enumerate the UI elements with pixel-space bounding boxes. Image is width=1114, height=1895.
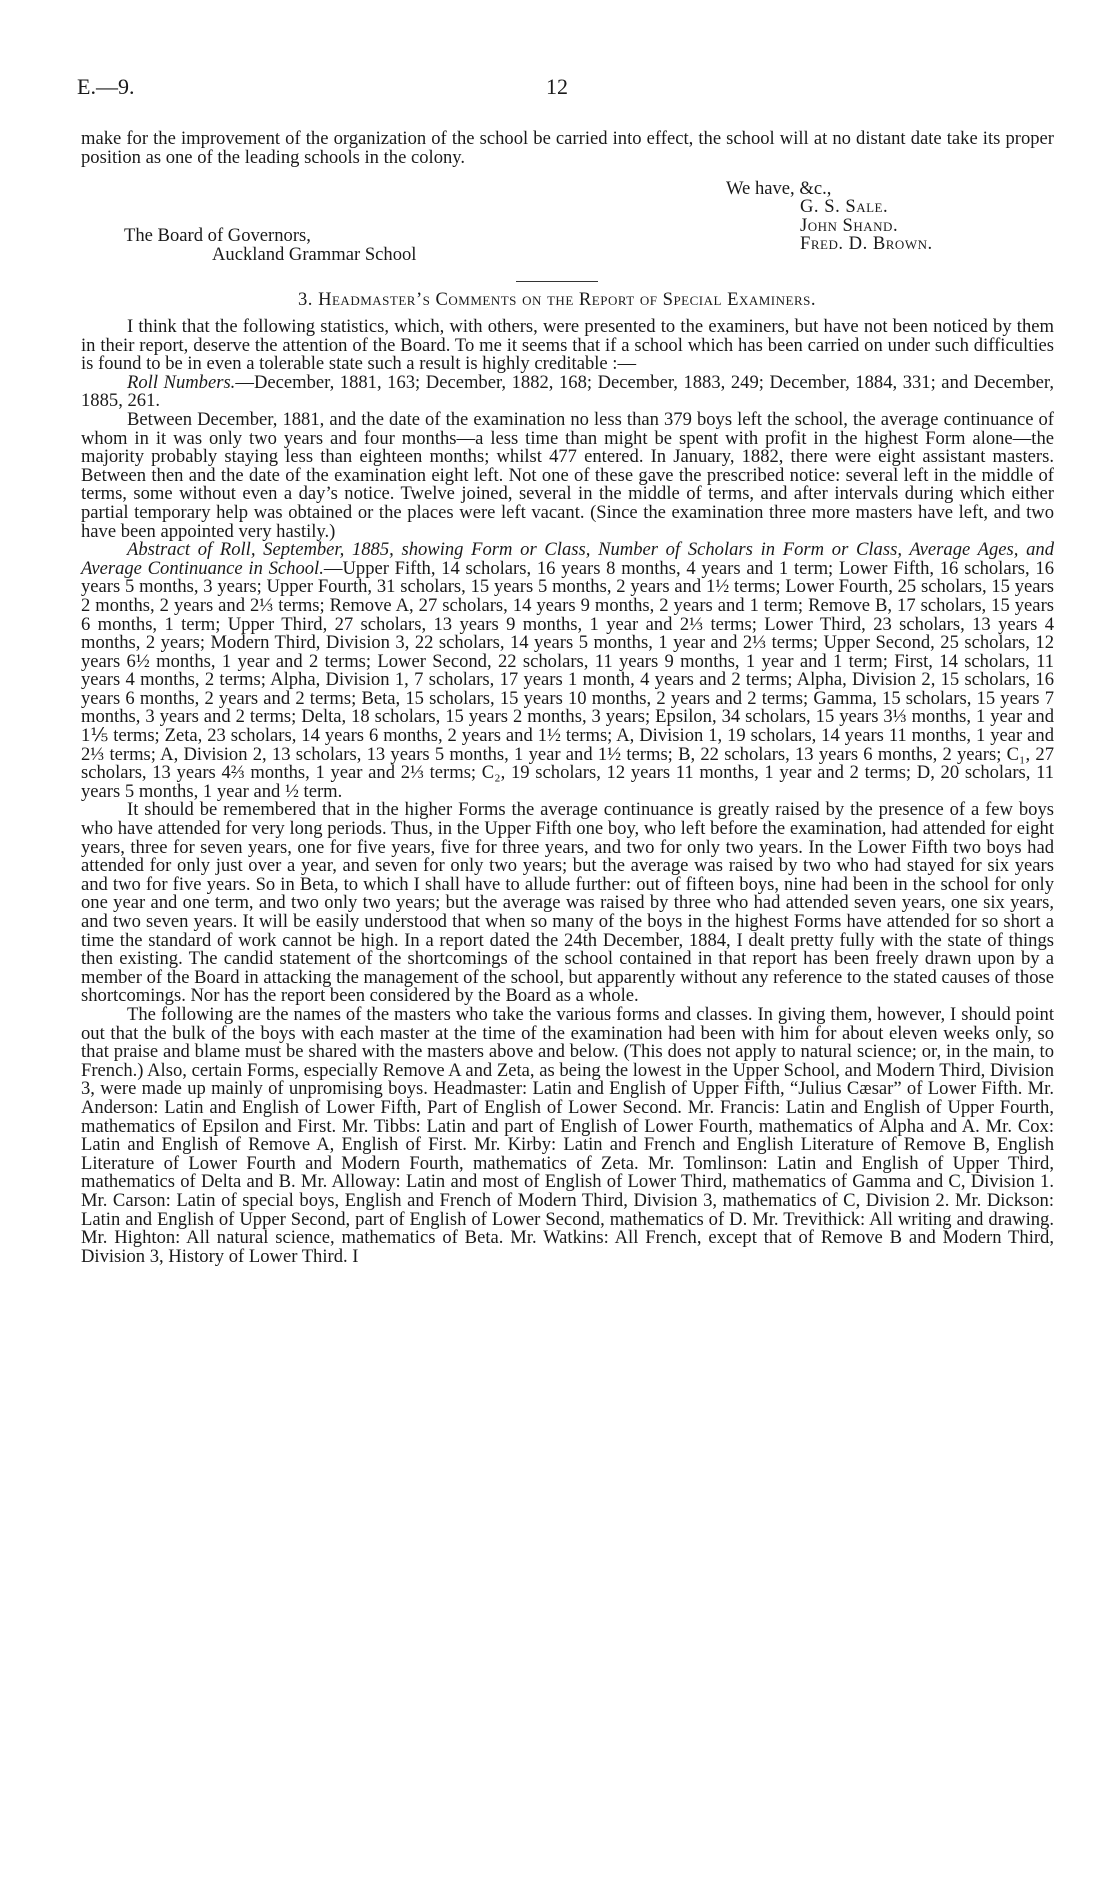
addressee [124, 226, 416, 264]
signatory-name: John Shand. [800, 214, 899, 236]
section-divider [516, 281, 598, 282]
abstract-label: Abstract of Roll, September, 1885, showing Form or Class, Number of Scholars in Form or Class, Average Ages, and Average Continuance in School. [81, 539, 1054, 579]
paragraph-departures: Between December, 1881, and the date of the examination no less than 379 boys left the school, the average continuance of whom in it was only two years and four months—a less time than might be spent with profit in the highest Form alone—the majority probably staying less than eighteen months; whilst 477 entered. In January, 1882, there were eight assistant masters. Between then and the date of the examination eight left. Not one of these gave the prescribed notice: several left in the middle of terms, some without even a day’s notice. Twelve joined, several in the middle of terms, and after intervals during which either partial temporary help was obtained or the places were left vacant. (Since the examination three more masters have left, and two have been appointed very hastily.) [81, 408, 1054, 542]
document-reference: E.—9. [77, 74, 135, 99]
signatory-name: Fred. D. Brown. [800, 233, 933, 255]
we-have-line: We have, &c., [726, 178, 832, 199]
paragraph-statistics-intro: I think that the following statistics, which, with others, were presented to the examiners, but have not been noticed by them in their report, deserve the attention of the Board. To me it seems that if a school which has been carried on under such difficulties is found to be in even a tolerable state such a result is highly creditable :— [81, 316, 1054, 375]
paragraph-masters: The following are the names of the masters who take the various forms and classes. In giving them, however, I should point out that the bulk of the boys with each master at the time of the examination had been with him for about eleven weeks only, so that praise and blame must be shared with the masters above and below. (This does not apply to natural science; or, in the main, to French.) Also, certain Forms, especially Remove A and Zeta, as being the lowest in the Upper School, and Modern Third, Division 3, were made up mainly of unpromising boys. Headmaster: Latin and English of Upper Fifth, “Julius Cæsar” of Lower Fifth. Mr. Anderson: Latin and English of Lower Fifth, Part of English of Lower Second. Mr. Francis: Latin and English of Upper Fourth, mathematics of Epsilon and First. Mr. Tibbs: Latin and part of English of Lower Fourth, mathematics of Alpha and A. Mr. Cox: Latin and English of Remove A, English of First. Mr. Kirby: Latin and French and English Literature of Remove B, English Literature of Lower Fourth and Modern Fourth, mathematics of Zeta. Mr. Tomlinson: Latin and English of Upper Third, mathematics of Delta and B. Mr. Alloway: Latin and most of English of Lower Third, mathematics of Gamma and C, Division 1. Mr. Carson: Latin of special boys, English and French of Modern Third, Division 3, mathematics of C, Division 2. Mr. Dickson: Latin and English of Upper Second, part of English of Lower Second, mathematics of D. Mr. Trevithick: All writing and drawing. Mr. Highton: All natural science, mathematics of Beta. Mr. Watkins: All French, except that of Remove B and Modern Third, Division 3, History of Lower Third. I [81, 1003, 1054, 1267]
roll-numbers-label: Roll Numbers. [127, 371, 236, 393]
opening-paragraph [81, 130, 1054, 167]
paragraph-abstract-of-roll [81, 541, 1054, 801]
roll-numbers-text: —December, 1881, 163; December, 1882, 168; December, 1883, 249; December, 1884, 331; and December, 1885, 261. [81, 371, 1054, 412]
signatory-name: G. S. Sale. [800, 196, 889, 217]
paragraph-roll-numbers [81, 371, 1054, 412]
page-number: 12 [546, 74, 568, 99]
main-body [81, 318, 1054, 1266]
section-heading: 3. Headmaster’s Comments on the Report of Special Examiners. [297, 289, 817, 310]
addressee-line-2: Auckland Grammar School [212, 244, 417, 265]
abstract-text: —Upper Fifth, 14 scholars, 16 years 8 months, 4 years and 1 term; Lower Fifth, 16 scholars, 16 years 5 months, 3 years; Upper Fourth, 31 scholars, 15 years 5 months, 2 years and 1½ terms; Lower Fourth, 25 scholars, 15 years 2 months, 2 years and 2⅓ terms; Remove A, 27 scholars, 14 years 9 months, 2 years and 1 term; Remove B, 17 scholars, 15 years 6 months, 1 term; Upper Third, 27 scholars, 13 years 9 months, 1 year and 2⅓ terms; Lower Third, 23 scholars, 13 years 4 months, 2 years; Modern Third, Division 3, 22 scholars, 14 years 5 months, 1 year and 2⅓ terms; Upper Second, 25 scholars, 12 years 6½ months, 1 year and 2 terms; Lower Second, 22 scholars, 11 years 9 months, 1 year and 1 term; First, 14 scholars, 11 years 4 months, 2 terms; Alpha, Division 1, 7 scholars, 17 years 1 month, 4 years and 2 terms; Alpha, Division 2, 15 scholars, 16 years 6 months, 2 years and 2 terms; Beta, 15 scholars, 15 years 10 months, 2 years and 2 terms; Gamma, 15 scholars, 15 years 7 months, 3 years and 2 terms; Delta, 18 scholars, 15 years 2 months, 3 years; Epsilon, 34 scholars, 15 years 3⅓ months, 1 year and 1⅕ terms; Zeta, 23 scholars, 14 years 6 months, 2 years and 1½ terms; A, Division 1, 19 scholars, 14 years 11 months, 1 year and 2⅓ terms; A, Division 2, 13 scholars, 13 years 5 months, 1 year and 1½ terms; B, 22 scholars, 13 years 6 months, 2 years; C₁, 27 scholars, 13 years 4⅔ months, 1 year and 2⅓ terms; C₂, 19 scholars, 12 years 11 months, 1 year and 2 terms; D, 20 scholars, 11 years 5 months, 1 year and ½ term. [81, 557, 1054, 802]
addressee-line-1: The Board of Governors, [124, 225, 311, 246]
opening-text: make for the improvement of the organization of the school be carried into effect, the school will at no distant date take its proper position as one of the leading schools in the colony. [81, 128, 1054, 168]
signatories [800, 198, 933, 254]
paragraph-average-continuance: It should be remembered that in the higher Forms the average continuance is greatly raised by the presence of a few boys who have attended for very long periods. Thus, in the Upper Fifth one boy, who left before the examination, had attended for eight years, three for seven years, one for five years, five for three years, and two for only two years. In the Lower Fifth two boys had attended for only just over a year, and seven for only two years; but the average was raised by two who had stayed for six years and two for five years. So in Beta, to which I shall have to allude further: out of fifteen boys, nine had been in the school for only one year and one term, and two only two years; but the average was raised by three who had attended seven years, one six years, and two seven years. It will be easily understood that when so many of the boys in the highest Forms have attended for so short a time the standard of work cannot be high. In a report dated the 24th December, 1884, I dealt pretty fully with the state of things then existing. The candid statement of the shortcomings of the school contained in that report has been freely drawn upon by a member of the Board in attacking the management of the school, but apparently without any reference to the stated causes of those shortcomings. Nor has the report been considered by the Board as a whole. [81, 799, 1054, 1007]
